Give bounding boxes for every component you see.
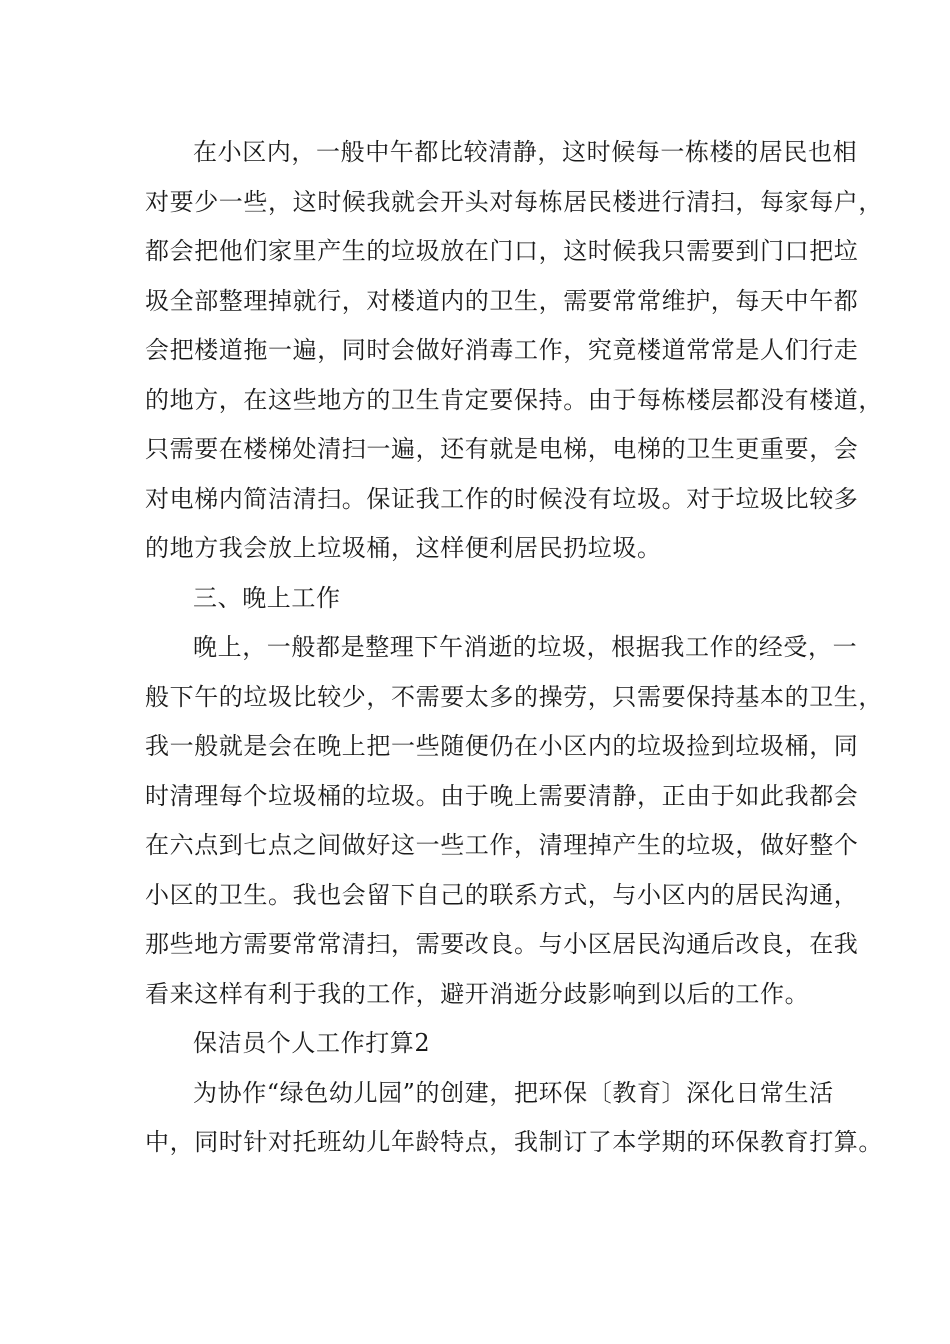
paragraph-green-kindergarten	[145, 1069, 883, 1168]
text-line: 都会把他们家里产生的垃圾放在门口，这时候我只需要到门口把垃	[145, 237, 859, 265]
text-line: 圾全部整理掉就行，对楼道内的卫生，需要常常维护，每天中午都	[145, 286, 859, 315]
text-line: 中，同时针对托班幼儿年龄特点，我制订了本学期的环保教育打算。	[145, 1128, 883, 1156]
heading-line: 保洁员个人工作打算2	[193, 1029, 431, 1057]
text-line: 的地方我会放上垃圾桶，这样便利居民扔垃圾。	[145, 534, 662, 562]
text-line: 小区的卫生。我也会留下自己的联系方式，与小区内的居民沟通，	[145, 880, 859, 909]
text-line: 只需要在楼梯处清扫一遍，还有就是电梯，电梯的卫生更重要，会	[145, 435, 859, 463]
text-line: 对要少一些，这时候我就会开头对每栋居民楼进行清扫，每家每户，	[145, 187, 883, 216]
text-line: 晚上，一般都是整理下午消逝的垃圾，根据我工作的经受，一	[193, 633, 858, 661]
paragraph-midday-cleaning	[145, 128, 883, 574]
text-line: 看来这样有利于我的工作，避开消逝分歧影响到以后的工作。	[145, 979, 810, 1008]
text-line: 在六点到七点之间做好这一些工作，清理掉产生的垃圾，做好整个	[145, 831, 859, 859]
section-heading-evening-work	[145, 574, 825, 624]
text-line: 对电梯内简洁清扫。保证我工作的时候没有垃圾。对于垃圾比较多	[145, 484, 859, 513]
section-heading-plan-2	[145, 1019, 825, 1069]
text-line: 的地方，在这些地方的卫生肯定要保持。由于每栋楼层都没有楼道，	[145, 385, 883, 414]
paragraph-evening-work	[145, 623, 883, 1019]
text-line: 那些地方需要常常清扫，需要改良。与小区居民沟通后改良，在我	[145, 930, 859, 958]
text-line: 我一般就是会在晚上把一些随便仍在小区内的垃圾捡到垃圾桶，同	[145, 732, 859, 760]
text-line: 为协作“绿色幼儿园”的创建，把环保〔教育〕深化日常生活	[193, 1078, 834, 1107]
text-line: 会把楼道拖一遍，同时会做好消毒工作，究竟楼道常常是人们行走	[145, 336, 859, 364]
heading-line: 三、晚上工作	[193, 583, 341, 612]
text-line: 般下午的垃圾比较少，不需要太多的操劳，只需要保持基本的卫生，	[145, 682, 883, 711]
text-line: 在小区内，一般中午都比较清静，这时候每一栋楼的居民也相	[193, 138, 858, 166]
text-line: 时清理每个垃圾桶的垃圾。由于晚上需要清静，正由于如此我都会	[145, 781, 859, 810]
document-body	[145, 128, 883, 1168]
